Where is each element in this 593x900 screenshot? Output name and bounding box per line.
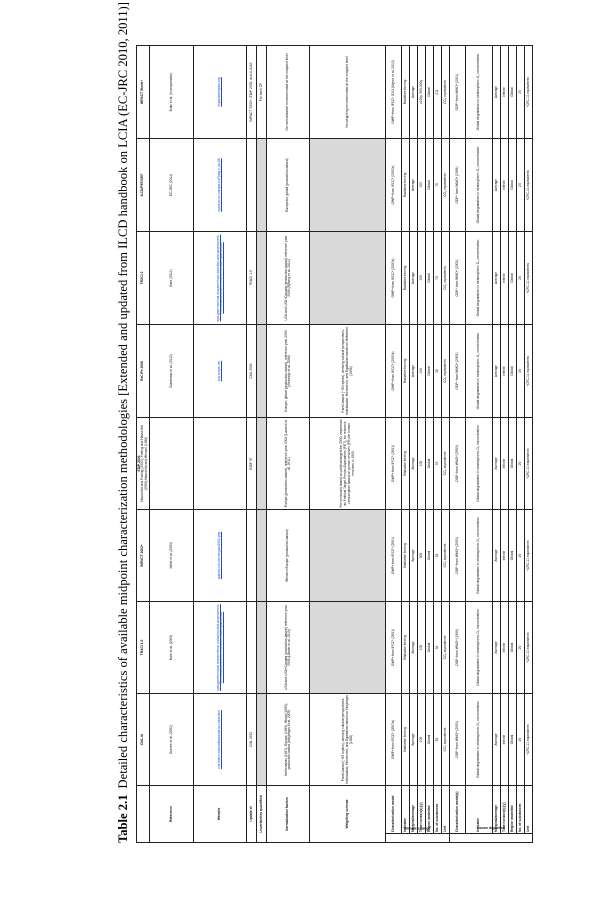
table-cell: CO₂ equivalents: [442, 602, 450, 694]
row-climate-change-indicator: [402, 46, 410, 843]
table-cell: Infinite: [501, 602, 509, 694]
table-cell: Average: [493, 139, 501, 232]
table-cell: ᵉCFC-11 equivalents: [525, 46, 533, 139]
table-cell: [310, 139, 386, 232]
table-cell: Global: [426, 232, 434, 325]
table-cell: Europe, global (production-based), reference year 2000 (Sleeswijk et al. 2008): [267, 325, 310, 418]
table-cell: Average: [493, 418, 501, 510]
table-cell: Average: [493, 325, 501, 418]
table-cell: Infinite: [501, 139, 509, 232]
table-cell: Panel-based (~90 replies), deriving cultural perspectives: Individualist, Hierarchist, and Egalitarian based on Hofstetter (1998): [310, 325, 386, 418]
table-cell: Global degradation in stratospheric O₃ concentration: [466, 418, 493, 510]
table-cell: [257, 232, 267, 325]
table-cell: Infinite: [501, 232, 509, 325]
table-cell: Average: [493, 46, 501, 139]
table-cell: Average: [493, 694, 501, 786]
table-cell: [247, 139, 257, 232]
table-cell: Infinite: [501, 694, 509, 786]
table-cell: Infinite: [501, 510, 509, 602]
col-traci-2: TRACI 2: [137, 232, 150, 325]
row-climate-change-time-horizon-s-y: [418, 46, 426, 843]
table-cell: Average: [410, 325, 418, 418]
row-normalization-factors: [267, 46, 310, 843]
row-update-of: [247, 46, 257, 843]
table-cell: GWPᵃ from IPCCᵇ (2001): [386, 602, 402, 694]
table-cell: Goedkoop et al. (2012): [150, 325, 194, 418]
table-cell: 100: [418, 139, 426, 232]
table-cell: [194, 602, 247, 694]
table-cell: GWPᵃ from IPCCᵇ (2007a): [386, 694, 402, 786]
table-title: Detailed characteristics of available midpoint characterization methodologies [Extended and updated from ILCD handbook on LCIA (EC-JRC 2010, 2011)]: [116, 2, 130, 789]
table-cell: [194, 694, 247, 786]
table-cell: Global: [509, 139, 517, 232]
table-cell: ODPᶜ from WMOᵈ (2011): [450, 46, 466, 139]
table-cell: Global: [426, 139, 434, 232]
table-cell: ᵉCFC-11 equivalents: [525, 510, 533, 602]
table-cell: Average: [410, 139, 418, 232]
table-cell: Global: [509, 694, 517, 786]
row-climate-change-no-of-substances: [434, 46, 442, 843]
row-label: Characterization model(s): [450, 786, 466, 834]
table-cell: [247, 602, 257, 694]
table-cell: Bare (2011): [150, 232, 194, 325]
row-ozone-depletion-indicator: [466, 46, 493, 843]
table-cell: Global: [509, 510, 517, 602]
table-cell: For each CF: [257, 46, 267, 139]
table-cell: [194, 325, 247, 418]
table-cell: [310, 232, 386, 325]
table-cell: Radiative forcing: [402, 694, 410, 786]
row-label: No. of substances: [517, 786, 525, 834]
table-cell: 100: [418, 694, 426, 786]
website-link[interactable]: quantis-intl.com/impact2002.php: [217, 531, 222, 580]
website-link[interactable]: impactworldplus.org: [217, 77, 222, 107]
table-cell: Panel-based (~80 replies), deriving cultural perspectives: Individualist, Hierarchist, and Egalitarian based on Huijbregts (1998): [310, 694, 386, 786]
row-label: Unit: [525, 786, 533, 834]
table-cell: 70: [434, 232, 442, 325]
category-label: Climate change: [404, 826, 431, 831]
row-label: Time horizon(s) [y]: [501, 786, 509, 834]
header-row: [137, 46, 150, 843]
table-cell: [257, 602, 267, 694]
table-cell: CO₂ equivalents: [442, 510, 450, 602]
table-cell: 100: [418, 232, 426, 325]
row-uncertainties-quantified: [257, 46, 267, 843]
row-label: Uncertainties quantified: [257, 786, 267, 843]
table-cell: 38: [434, 602, 442, 694]
website-link[interactable]: epa.gov/chemical-research/tool-reduction-and-assessment-chemicals-and-other-environmental-impacts-traci: [215, 604, 224, 691]
header-blank: [137, 786, 150, 843]
table-cell: Bulle et al. (in preparation): [150, 46, 194, 139]
table-cell: Radiative forcing: [402, 602, 410, 694]
table-cell: Bare et al. (2003): [150, 602, 194, 694]
website-link[interactable]: cml.leiden.edu/software/da ta-cmlia.html: [217, 710, 222, 769]
website-link[interactable]: eplca.jrc.ec.europa.eu/?pag e_id=86: [217, 158, 222, 212]
table-cell: Global degradation in stratospheric O₃ concentration: [466, 694, 493, 786]
table-cell: Guinée et al. (2002): [150, 694, 194, 786]
row-ozone-depletion-characterization-model-s: [450, 46, 466, 843]
row-label: Marginal/average: [493, 786, 501, 834]
table-cell: ᵉCFC-11 equivalents: [525, 139, 533, 232]
table-cell: Global degradation in stratospheric O₃ concentration: [466, 232, 493, 325]
row-climate-change-marginal-average: [410, 46, 418, 843]
table-cell: [194, 418, 247, 510]
table-cell: ≤100y, 500-500y: [418, 46, 426, 139]
row-weighting-scheme: [310, 46, 386, 843]
table-cell: ᵉCFC-11 equivalents: [525, 325, 533, 418]
table-cell: Global: [509, 325, 517, 418]
table-cell: Global: [426, 46, 434, 139]
category-label: Ozone depletion: [477, 825, 505, 830]
row-climate-change-unit: [442, 46, 450, 843]
edip-header-note: Hauschild and Potting (2003); Potting and Hauschild (2005);Hauschild and Wenzel (1998): [140, 425, 149, 502]
table-cell: Global: [426, 325, 434, 418]
table-cell: No normalization recommended at the midpoint level: [267, 46, 310, 139]
table-cell: No weighting recommended at the midpoint level: [310, 46, 386, 139]
table-cell: Average: [410, 510, 418, 602]
table-cell: Average: [493, 232, 501, 325]
row-label: Time horizon(s) [y]: [418, 786, 426, 834]
table-cell: [257, 510, 267, 602]
row-label: Indicator: [466, 786, 493, 834]
row-label: Characterization model: [386, 786, 402, 834]
table-cell: For emissions based on political targets for 2000, expressed as Political Target Person-Equivalents (PET), for resource consumption based on person reserves (PR) for known reserves in 1990: [310, 418, 386, 510]
table-cell: [150, 418, 194, 510]
table-cell: Global: [509, 602, 517, 694]
table-cell: Average: [410, 232, 418, 325]
table-cell: [310, 510, 386, 602]
row-climate-change-region-modelled: [426, 46, 434, 843]
table-cell: ODPᶜ from WMOᵈ (2003): [450, 325, 466, 418]
table-cell: Radiative forcing: [402, 418, 410, 510]
table-cell: GWPᵃ from IPCCᵇ (2001): [386, 510, 402, 602]
table-cell: ᵉCFC-11 equivalents: [525, 694, 533, 786]
table-cell: Western Europe (production-based): [267, 510, 310, 602]
col-recipe-2008: ReCiPe 2008: [137, 325, 150, 418]
col-impact-2002: IMPACT 2002+: [137, 510, 150, 602]
table-cell: 211: [434, 46, 442, 139]
table-cell: CO₂ equivalents: [442, 325, 450, 418]
table-cell: ᵉCFC-11 equivalents: [525, 418, 533, 510]
table-cell: CO₂ equivalents: [442, 46, 450, 139]
table-cell: 20: [517, 602, 525, 694]
table-cell: GWPᵃ from IPCCᵇ (2007a): [386, 325, 402, 418]
table-cell: ODPᶜ from WMOᵈ (2003): [450, 418, 466, 510]
table-cell: [247, 510, 257, 602]
table-cell: 20: [517, 139, 525, 232]
table-cell: Infinite: [501, 418, 509, 510]
table-cell: ODPᶜ from WMOᵈ (2003): [450, 232, 466, 325]
table-cell: Infinite: [501, 46, 509, 139]
table-cell: 85: [434, 694, 442, 786]
table-cell: GWPᵃ from IPCCᵇ (2001): [386, 418, 402, 510]
table-cell: 20: [517, 325, 525, 418]
table-cell: EDIP 97: [247, 418, 257, 510]
row-ozone-depletion-no-of-substances: [517, 46, 525, 843]
table-cell: Radiative forcing: [402, 139, 410, 232]
table-cell: ODPᶜ from WMOᵈ (2003): [450, 510, 466, 602]
table-cell: Global degradation in stratospheric O₃ concentration: [466, 510, 493, 602]
table-cell: Global degradation in stratospheric O₃ concentration: [466, 602, 493, 694]
table-cell: Global: [426, 602, 434, 694]
row-label: Update of: [247, 786, 257, 843]
row-ozone-depletion-time-horizon-s-y: [501, 46, 509, 843]
table-cell: [194, 510, 247, 602]
table-cell: ᵉCFC-11 equivalents: [525, 602, 533, 694]
table-cell: CML 1992: [247, 694, 257, 786]
row-label: Region modelled: [509, 786, 517, 834]
table-cell: Global degradation in stratospheric O₃ concentration: [466, 46, 493, 139]
table-body: [150, 46, 533, 843]
table-cell: Radiative forcing: [402, 510, 410, 602]
table-cell: Global: [509, 232, 517, 325]
table-cell: Radiative forcing: [402, 46, 410, 139]
row-ozone-depletion-region-modelled: [509, 46, 517, 843]
row-label: Unit: [442, 786, 450, 834]
row-label: Website: [194, 786, 247, 843]
col-cml-ia: CML-IA: [137, 694, 150, 786]
table-cell: 23: [517, 46, 525, 139]
row-label: Indicator: [402, 786, 410, 834]
table-cell: 20: [517, 232, 525, 325]
table-cell: [310, 602, 386, 694]
row-ozone-depletion-unit: [525, 46, 533, 843]
table-cell: Infinite: [501, 325, 509, 418]
col-traci-1: TRACI 1.0: [137, 602, 150, 694]
table-cell: [257, 325, 267, 418]
table-cell: Netherlands (1997), Europe (1995), World (1995), production-based (Huijbregts et al. 2003): [267, 694, 310, 786]
table-cell: Average: [410, 694, 418, 786]
table-cell: Global degradation in stratospheric O₃ concentration: [466, 139, 493, 232]
table-cell: GWPᵃ from IPCCᵇ (2007a): [386, 139, 402, 232]
website-link[interactable]: epa.gov/chemical-research/tool-reduction-and-assessment-chemicals-and-other-environmental-impacts-traci: [215, 234, 224, 322]
table-caption: [110, 2, 136, 843]
row-website: [194, 46, 247, 843]
table-cell: Average: [410, 602, 418, 694]
row-reference: [150, 46, 194, 843]
col-impact-world: IMPACT World+: [137, 46, 150, 139]
table-cell: ODPᶜ from WMOᵈ (1999): [450, 602, 466, 694]
table-cell: Average: [493, 602, 501, 694]
table-cell: Global: [426, 694, 434, 786]
table-cell: [257, 418, 267, 510]
table-cell: Global: [426, 418, 434, 510]
table-cell: USA and USA+Canada (production-based) reference year 2005 (Lautier et al. 2010): [267, 602, 310, 694]
row-label: Normalization factors: [267, 786, 310, 843]
table-cell: [194, 46, 247, 139]
table-cell: USA and USA+Canada (production-based) reference year 2008 (Ryberg et al. 2014): [267, 232, 310, 325]
table-cell: IMPACT 2002+, EDIP 2003, and LUCAS: [247, 46, 257, 139]
row-ozone-depletion-marginal-average: [493, 46, 501, 843]
table-cell: 38: [434, 510, 442, 602]
row-label: Region modelled: [426, 786, 434, 834]
col-edip-2003: [137, 418, 150, 510]
table-number: Table 2.1: [116, 794, 130, 843]
col-ilcd: ILCD/PEF/OEF: [137, 139, 150, 232]
table-cell: EC-JRC (2011): [150, 139, 194, 232]
table-cell: TRACI 1.0: [247, 232, 257, 325]
table-cell: 78: [434, 418, 442, 510]
table-cell: CO₂ equivalents: [442, 139, 450, 232]
table-cell: [194, 232, 247, 325]
table-cell: Radiative forcing: [402, 325, 410, 418]
row-climate-change-characterization-model: [386, 46, 402, 843]
table-cell: CO₂ equivalents: [442, 232, 450, 325]
table-cell: CO₂ equivalents: [442, 694, 450, 786]
table-cell: CML 2002: [247, 325, 257, 418]
table-cell: [257, 694, 267, 786]
website-link[interactable]: lcia-recipe.net: [217, 360, 222, 382]
table-cell: 20: [517, 694, 525, 786]
table-cell: ᵉCFC-11 equivalents: [525, 232, 533, 325]
row-label: No. of substances: [434, 786, 442, 834]
rotated-page: [110, 2, 530, 843]
table-cell: Average: [493, 510, 501, 602]
table-cell: Radiative forcing: [402, 232, 410, 325]
table-cell: 100: [418, 418, 426, 510]
table-cell: 38: [434, 325, 442, 418]
row-label: Marginal/average: [410, 786, 418, 834]
table-cell: Global: [426, 510, 434, 602]
col-edip-2003-title: EDIP 2003: [136, 455, 141, 472]
row-label: Weighting scheme: [310, 786, 386, 843]
table-cell: 100: [418, 325, 426, 418]
table-cell: 500: [418, 510, 426, 602]
table-cell: 20: [517, 418, 525, 510]
row-label: Reference: [150, 786, 194, 843]
table-cell: Average: [410, 46, 418, 139]
table-cell: CO₂ equivalents: [442, 418, 450, 510]
table-cell: [257, 139, 267, 232]
table-cell: ODPᶜ from WMOᵈ (2003): [450, 694, 466, 786]
table-cell: Jolliet et al. (2003): [150, 510, 194, 602]
table-cell: Average: [410, 418, 418, 510]
table-cell: ODPᶜ from WMOᵈ (1999): [450, 139, 466, 232]
table-cell: GWPᵃ from IPCCᵇ 2013 (Myhre et al. 2013): [386, 46, 402, 139]
table-cell: [194, 139, 247, 232]
table-cell: Global: [509, 46, 517, 139]
lcia-methods-table: [136, 45, 533, 843]
table-cell: 20: [517, 510, 525, 602]
table-cell: Global degradation in stratospheric O₃ concentration: [466, 325, 493, 418]
table-cell: Global: [509, 418, 517, 510]
table-cell: European, global (production-based): [267, 139, 310, 232]
table-cell: 100: [418, 602, 426, 694]
table-cell: Europe (production-based), reference year 2004 (Laurent et al. 2011): [267, 418, 310, 510]
table-cell: GWPᵃ from IPCCᵇ (2007a): [386, 232, 402, 325]
table-cell: 78: [434, 139, 442, 232]
